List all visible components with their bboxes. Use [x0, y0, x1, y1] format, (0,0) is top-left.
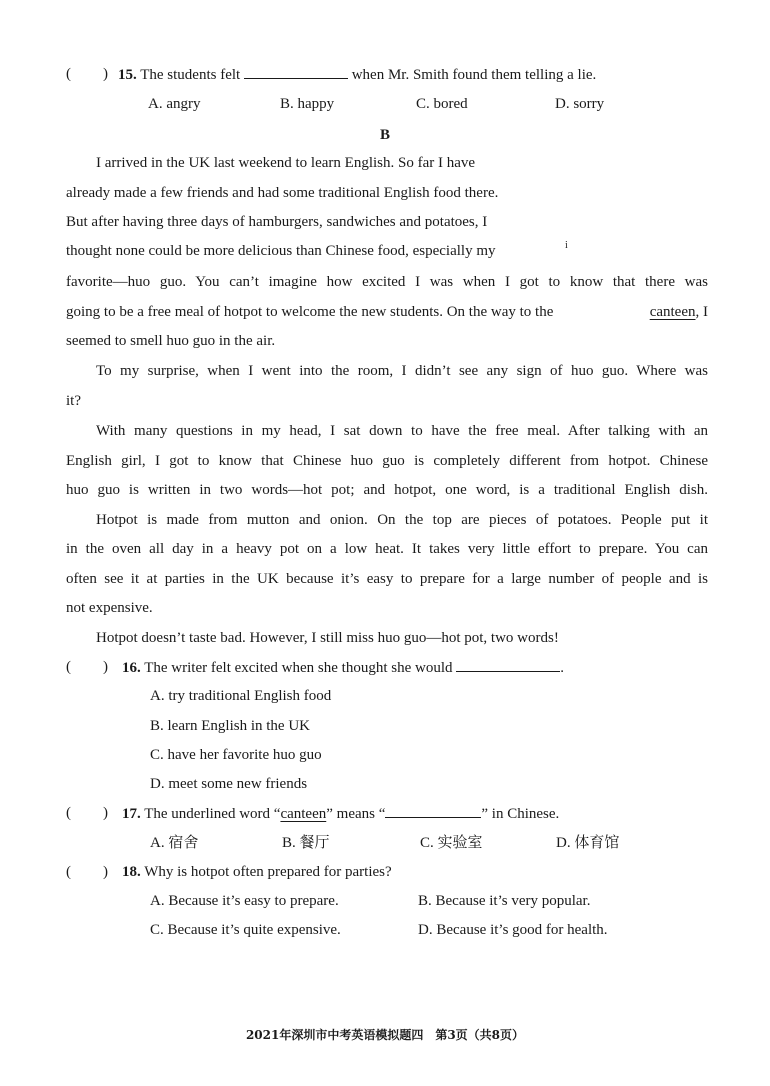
q15-stem-after: when Mr. Smith found them telling a lie.	[351, 67, 597, 83]
passage-line: it?	[66, 393, 81, 409]
stray-mark: i	[565, 240, 568, 251]
q15-stem-before: The students felt	[140, 67, 241, 83]
passage-line: Hotpot is made from mutton and onion. On the top are pieces of potatoes. People put it	[96, 512, 708, 528]
q18-option-a[interactable]: A. Because it’s easy to prepare.	[150, 893, 339, 909]
passage-line: English girl, I got to know that Chinese huo guo is completely different from hotpot. Chinese	[66, 453, 708, 469]
q17-paren-open: (	[66, 805, 71, 821]
q16-option-b[interactable]: B. learn English in the UK	[150, 718, 310, 734]
q15-answer-blank[interactable]	[244, 64, 348, 79]
q16-number: 16.	[122, 660, 141, 676]
q15-option-c[interactable]: C. bored	[416, 96, 468, 112]
q18-option-b[interactable]: B. Because it’s very popular.	[418, 893, 591, 909]
q15-paren-open: (	[66, 66, 71, 82]
passage-line: in the oven all day in a heavy pot on a low heat. It takes very little effort to prepare. You can	[66, 541, 708, 557]
q17-option-b[interactable]: B. 餐厅	[282, 833, 330, 851]
q15-option-b[interactable]: B. happy	[280, 96, 335, 112]
q17-paren-close: )	[103, 805, 108, 821]
passage-line: I arrived in the UK last weekend to learn English. So far I have	[96, 155, 476, 171]
q18-stem	[122, 862, 392, 882]
q17-option-d[interactable]: D. 体育馆	[556, 833, 620, 851]
q15-option-d[interactable]: D. sorry	[555, 96, 605, 112]
q18-option-c[interactable]: C. Because it’s quite expensive.	[150, 922, 341, 938]
q15-number: 15.	[118, 67, 137, 83]
section-heading-b: B	[379, 127, 390, 143]
passage-line: With many questions in my head, I sat down to have the free meal. After talking with an	[96, 423, 708, 439]
q16-option-d[interactable]: D. meet some new friends	[150, 776, 308, 792]
q17-stem: 17. The underlined word “canteen” means “ ” in Chinese.	[122, 803, 559, 824]
passage-line: huo guo is written in two words—hot pot; and hotpot, one word, is a traditional English dish.	[66, 482, 708, 498]
underlined-word-canteen: canteen	[649, 304, 696, 320]
q17-option-a[interactable]: A. 宿舍	[150, 833, 199, 851]
q16-option-a[interactable]: A. try traditional English food	[150, 688, 332, 704]
q16-option-c[interactable]: C. have her favorite huo guo	[150, 747, 322, 763]
passage-line: Hotpot doesn’t taste bad. However, I still miss huo guo—hot pot, two words!	[96, 630, 559, 646]
underlined-word-canteen: canteen	[280, 806, 327, 822]
passage-line-with-canteen: going to be a free meal of hotpot to welcome the new students. On the way to the canteen, I	[66, 304, 708, 320]
passage-line: But after having three days of hamburgers, sandwiches and potatoes, I	[66, 214, 488, 230]
q17-option-c[interactable]: C. 实验室	[420, 833, 483, 851]
q16-answer-blank[interactable]	[456, 657, 560, 672]
passage-line: thought none could be more delicious than Chinese food, especially my	[66, 243, 496, 259]
page-footer: 2021年深圳市中考英语模拟题四 第3页（共8页）	[245, 1028, 525, 1042]
q16-stem: 16. The writer felt excited when she thought she would .	[122, 657, 564, 678]
q15-stem	[118, 64, 596, 85]
passage-line: favorite—huo guo. You can’t imagine how excited I was when I got to know that there was	[66, 274, 708, 290]
passage-line: not expensive.	[66, 600, 153, 616]
q16-paren-open: (	[66, 659, 71, 675]
q18-paren-close: )	[103, 864, 108, 880]
q16-paren-close: )	[103, 659, 108, 675]
q16-stem-text: The writer felt excited when she thought she would	[144, 660, 453, 676]
q15-option-a[interactable]: A. angry	[148, 96, 201, 112]
passage-line: To my surprise, when I went into the room, I didn’t see any sign of huo guo. Where was	[96, 363, 708, 379]
passage-line: often see it at parties in the UK because it’s easy to prepare for a large number of people and is	[66, 571, 708, 587]
passage-line: seemed to smell huo guo in the air.	[66, 333, 276, 349]
q17-answer-blank[interactable]	[385, 803, 481, 818]
q18-option-d[interactable]: D. Because it’s good for health.	[418, 922, 608, 938]
q17-number: 17.	[122, 806, 141, 822]
q15-paren-close: )	[103, 66, 108, 82]
passage-line: already made a few friends and had some traditional English food there.	[66, 185, 499, 201]
q18-stem-text: Why is hotpot often prepared for parties?	[144, 864, 392, 880]
q18-paren-open: (	[66, 864, 71, 880]
q18-number: 18.	[122, 864, 141, 880]
